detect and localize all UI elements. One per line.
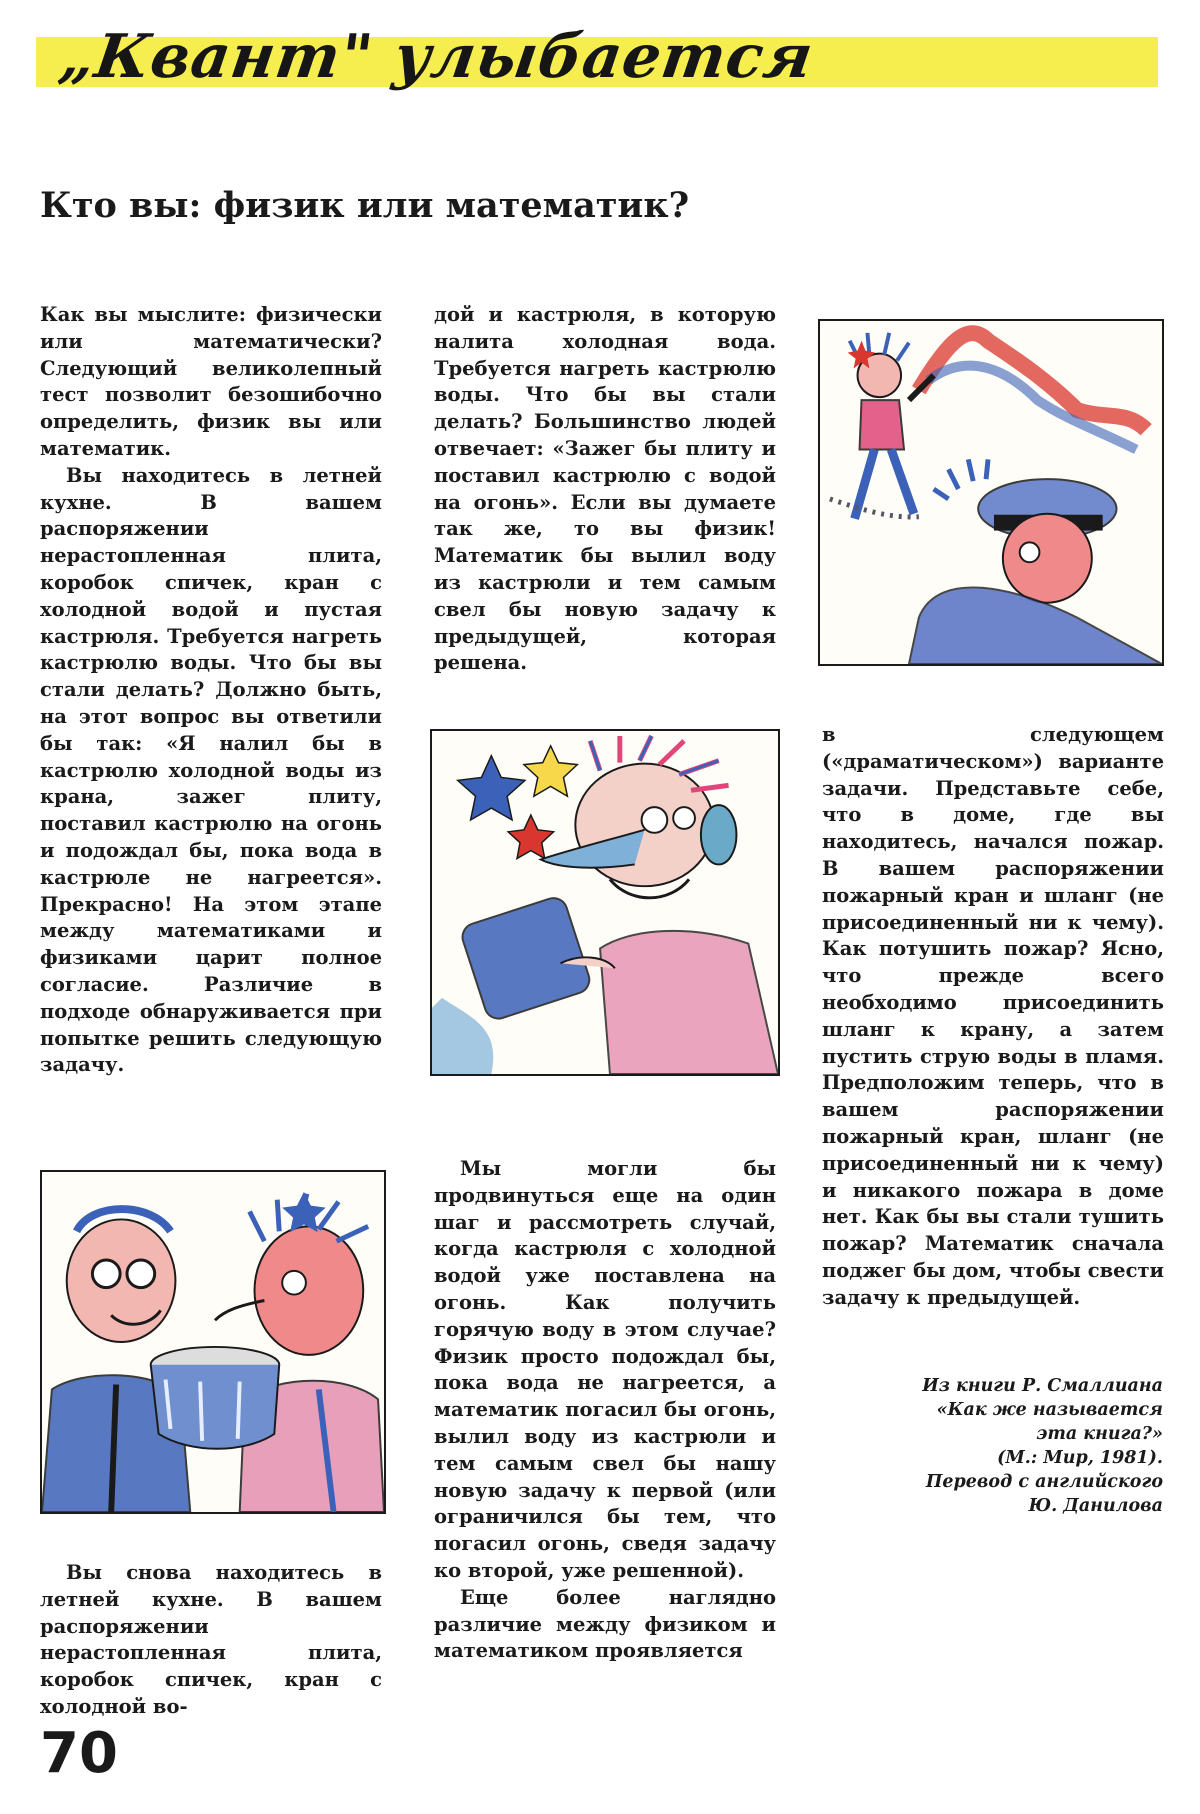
- column-3-text: [822, 722, 1164, 1312]
- two-men-pot-drawing: [42, 1172, 384, 1512]
- torch-runner-drawing: [820, 321, 1162, 664]
- source-attribution: [860, 1374, 1163, 1518]
- paragraph: дой и кастрюля, в которую налита холодная вода. Требуется нагреть кастрюлю воды. Что бы вы стали делать? Большинство людей отвечает: «Зажег бы плиту и поставил кастрюлю с водой на огонь». Если вы думаете так же, то вы физик! Математик бы вылил воду из кастрюли и тем самым свел бы новую задачу к предыдущей, которая решена.: [434, 303, 776, 675]
- article-title: Кто вы: физик или математик?: [40, 185, 690, 226]
- source-line: Из книги Р. Смаллиана: [922, 1376, 1163, 1396]
- illustration-pouring-water: [430, 729, 780, 1076]
- source-line: Ю. Данилова: [1028, 1496, 1163, 1516]
- paragraph: Как вы мыслите: физически или математически? Следующий великолепный тест позволит безошибочно определить, физик вы или математик.: [40, 303, 382, 460]
- column-1-bottom-text: [40, 1560, 382, 1721]
- source-line: (М.: Мир, 1981).: [997, 1448, 1163, 1468]
- column-2-bottom-text: [434, 1156, 776, 1665]
- source-line: Перевод с английского: [925, 1472, 1163, 1492]
- column-1-text: [40, 302, 382, 1079]
- illustration-torch-runner: [818, 319, 1164, 666]
- page-number: 70: [40, 1721, 118, 1786]
- paragraph: в следующем («драматическом») варианте задачи. Представьте себе, что в доме, где вы находитесь, начался пожар. В вашем распоряжении пожарный кран и шланг (не присоединенный ни к чему). Как потушить пожар? Ясно, что прежде всего необходимо присоединить шланг к крану, а затем пустить струю воды в пламя. Предположим теперь, что в вашем распоряжении пожарный кран, шланг (не присоединенный ни к чему) и никакого пожара в доме нет. Как бы вы стали тушить пожар? Математик сначала поджег бы дом, чтобы свести задачу к предыдущей.: [822, 723, 1164, 1309]
- paragraph: Мы могли бы продвинуться еще на один шаг и рассмотреть случай, когда кастрюля с холодной водой уже поставлена на огонь. Как получить горячую воду в этом случае? Физик просто подождал бы, пока вода не нагреется, а математик погасил бы огонь, вылил воду из кастрюли и тем самым свел бы нашу новую задачу к первой (или ограничился бы тем, что погасил огонь, сведя задачу ко второй, уже решенной).: [434, 1157, 776, 1582]
- source-line: эта книга?»: [1036, 1424, 1163, 1444]
- paragraph: Вы снова находитесь в летней кухне. В вашем распоряжении нерастопленная плита, коробок спичек, кран с холодной во-: [40, 1561, 382, 1718]
- pouring-water-drawing: [432, 731, 778, 1074]
- column-2-text: [434, 302, 776, 677]
- banner-title: „Квант" улыбается: [55, 22, 818, 92]
- paragraph: Еще более наглядно различие между физиком и математиком проявляется: [434, 1585, 776, 1663]
- paragraph: Вы находитесь в летней кухне. В вашем распоряжении нерастопленная плита, коробок спичек, кран с холодной водой и пустая кастрюля. Требуется нагреть кастрюлю воды. Что бы вы стали делать? Должно быть, на этот вопрос вы ответили бы так: «Я налил бы в кастрюлю холодной воды из крана, зажег плиту, поставил кастрюлю на огонь и подождал бы, пока вода в кастрюле не нагреется». Прекрасно! На этом этапе между математиками и физиками царит полное согласие. Различие в подходе обнаруживается при попытке решить следующую задачу.: [40, 463, 382, 1077]
- illustration-two-men-pot: [40, 1170, 386, 1514]
- source-line: «Как же называется: [936, 1400, 1163, 1420]
